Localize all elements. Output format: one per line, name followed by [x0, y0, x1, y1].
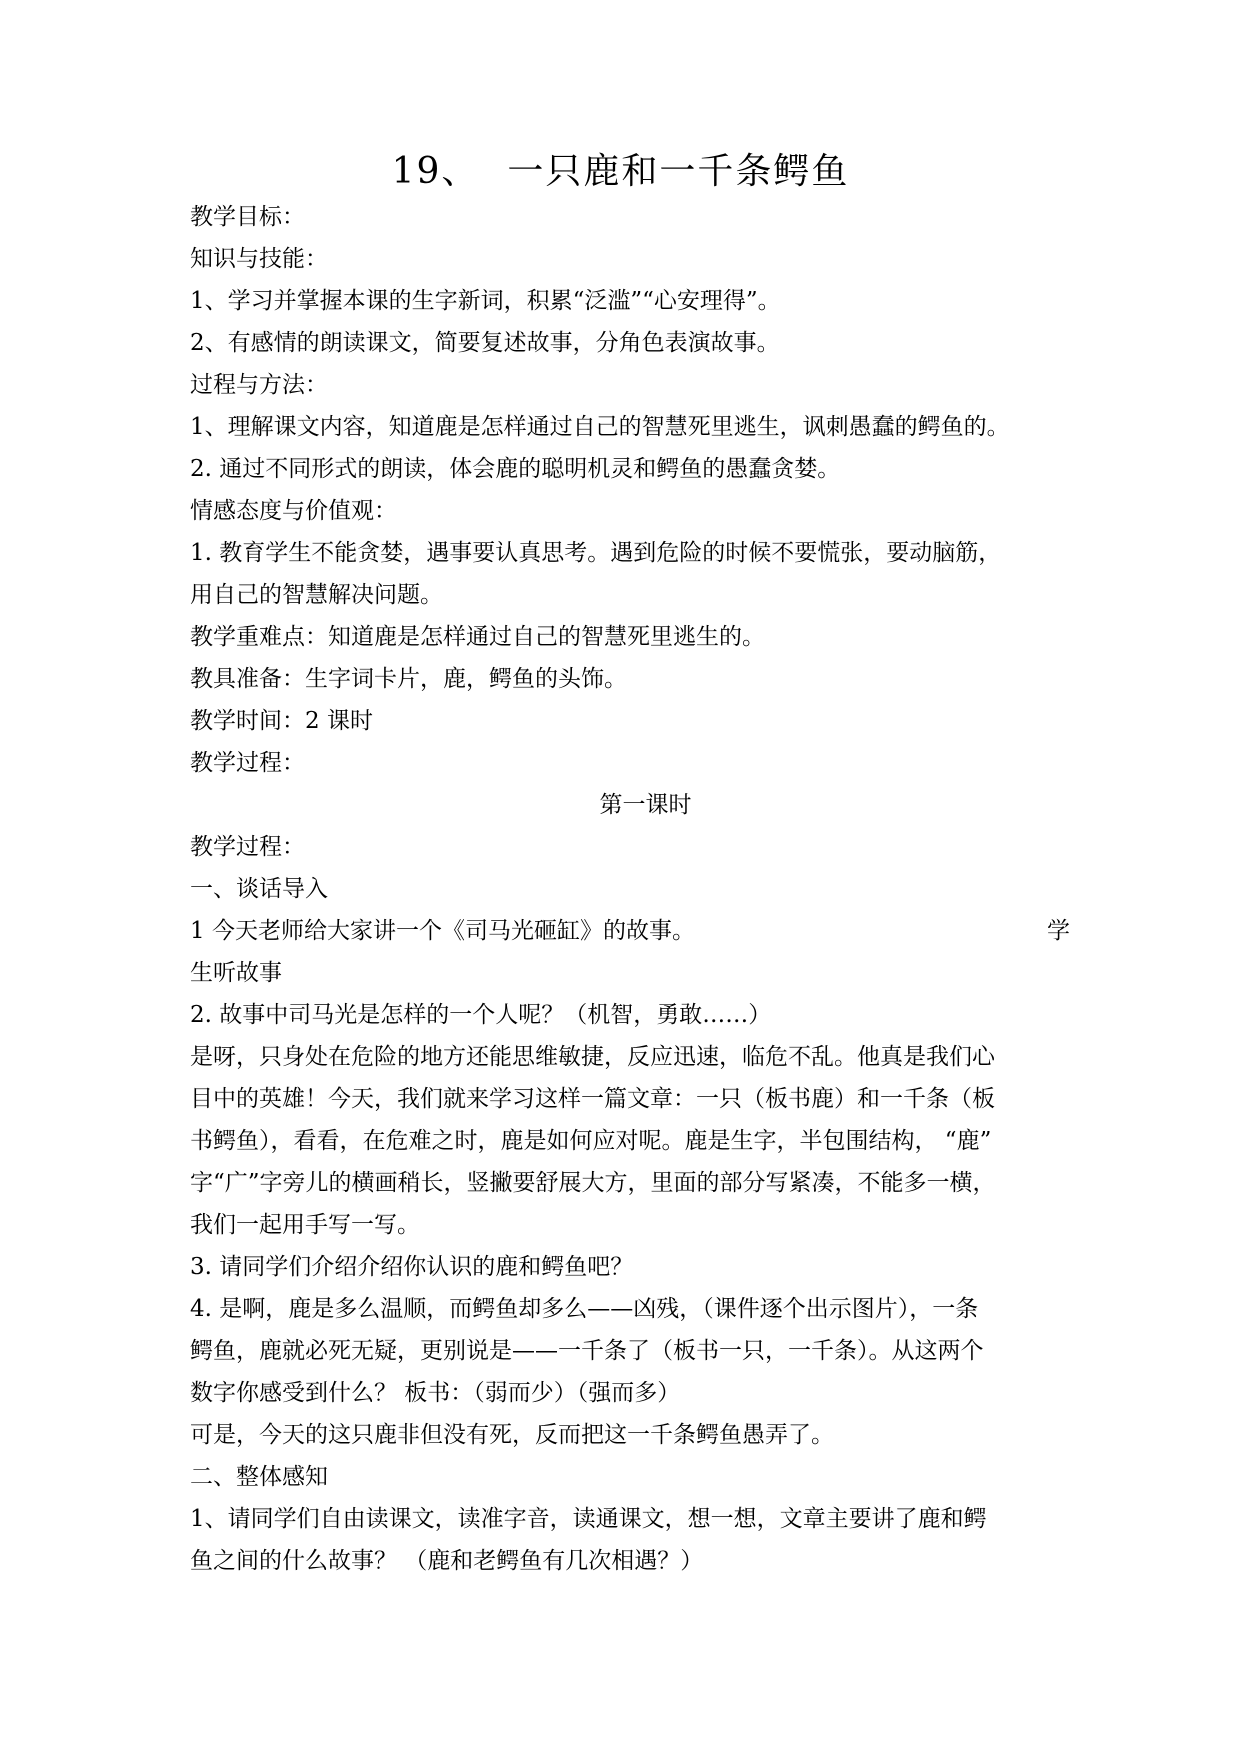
- goal-line: 2. 通过不同形式的朗读，体会鹿的聪明机灵和鳄鱼的愚蠢贪婪。: [190, 456, 841, 482]
- goal-line: 1. 教育学生不能贪婪，遇事要认真思考。遇到危险的时候不要慌张，要动脑筋，: [190, 540, 1002, 566]
- lesson-number: 19、: [391, 151, 480, 192]
- body-line: 字“广”字旁儿的横画稍长，竖撇要舒展大方，里面的部分写紧凑，不能多一横，: [190, 1170, 996, 1196]
- heading-teaching-process: 教学过程：: [190, 834, 305, 860]
- body-line: 4. 是啊，鹿是多么温顺，而鳄鱼却多么——凶残，（课件逐个出示图片），一条: [190, 1296, 979, 1322]
- heading-teaching-goals: 教学目标：: [190, 204, 305, 230]
- lesson-title: 一只鹿和一千条鳄鱼: [507, 151, 850, 192]
- body-line: 是呀，只身处在危险的地方还能思维敏捷，反应迅速，临危不乱。他真是我们心: [190, 1044, 995, 1070]
- section-overall-perception: 二、整体感知: [190, 1464, 328, 1490]
- body-text: 1 今天老师给大家讲一个《司马光砸缸》的故事。: [190, 918, 695, 944]
- body-line: 目中的英雄！今天，我们就来学习这样一篇文章：一只（板书鹿）和一千条（板: [190, 1086, 995, 1112]
- body-line: 鱼之间的什么故事？ （鹿和老鳄鱼有几次相遇？）: [190, 1548, 704, 1574]
- body-line: 数字你感受到什么？ 板书：（弱而少）（强而多）: [190, 1380, 681, 1406]
- body-line: 2. 故事中司马光是怎样的一个人呢？（机智，勇敢……）: [190, 1002, 772, 1028]
- body-line: 我们一起用手写一写。: [190, 1212, 420, 1238]
- body-line: 3. 请同学们介绍介绍你认识的鹿和鳄鱼吧？: [190, 1254, 634, 1280]
- document-title: [0, 150, 1241, 194]
- section-intro: 一、谈话导入: [190, 876, 328, 902]
- body-line: 可是，今天的这只鹿非但没有死，反而把这一千条鳄鱼愚弄了。: [190, 1422, 834, 1448]
- goal-line: 用自己的智慧解决问题。: [190, 582, 443, 608]
- key-difficulty: 教学重难点：知道鹿是怎样通过自己的智慧死里逃生的。: [190, 624, 765, 650]
- goal-line: 2、有感情的朗读课文，简要复述故事，分角色表演故事。: [190, 330, 780, 356]
- goal-line: 1、理解课文内容，知道鹿是怎样通过自己的智慧死里逃生，讽刺愚蠢的鳄鱼的。: [190, 414, 1010, 440]
- heading-process-method: 过程与方法：: [190, 372, 328, 398]
- heading-attitude-values: 情感态度与价值观：: [190, 498, 397, 524]
- teaching-aids: 教具准备：生字词卡片，鹿，鳄鱼的头饰。: [190, 666, 627, 692]
- body-line: 1、请同学们自由读课文，读准字音，读通课文，想一想，文章主要讲了鹿和鳄: [190, 1506, 987, 1532]
- heading-teaching-process: 教学过程：: [190, 750, 305, 776]
- body-line: [190, 916, 1070, 946]
- goal-line: 1、学习并掌握本课的生字新词，积累“泛滥”“心安理得”。: [190, 288, 781, 314]
- section-first-lesson: 第一课时: [599, 792, 692, 818]
- body-line: 书鳄鱼），看看，在危难之时，鹿是如何应对呢。鹿是生字，半包围结构， “鹿”: [190, 1128, 992, 1154]
- body-line: 生听故事: [190, 960, 282, 986]
- teaching-time: 教学时间：2 课时: [190, 708, 373, 734]
- body-text: 学: [1047, 918, 1070, 944]
- body-line: 鳄鱼，鹿就必死无疑，更别说是——一千条了（板书一只，一千条）。从这两个: [190, 1338, 984, 1364]
- heading-knowledge-skills: 知识与技能：: [190, 246, 328, 272]
